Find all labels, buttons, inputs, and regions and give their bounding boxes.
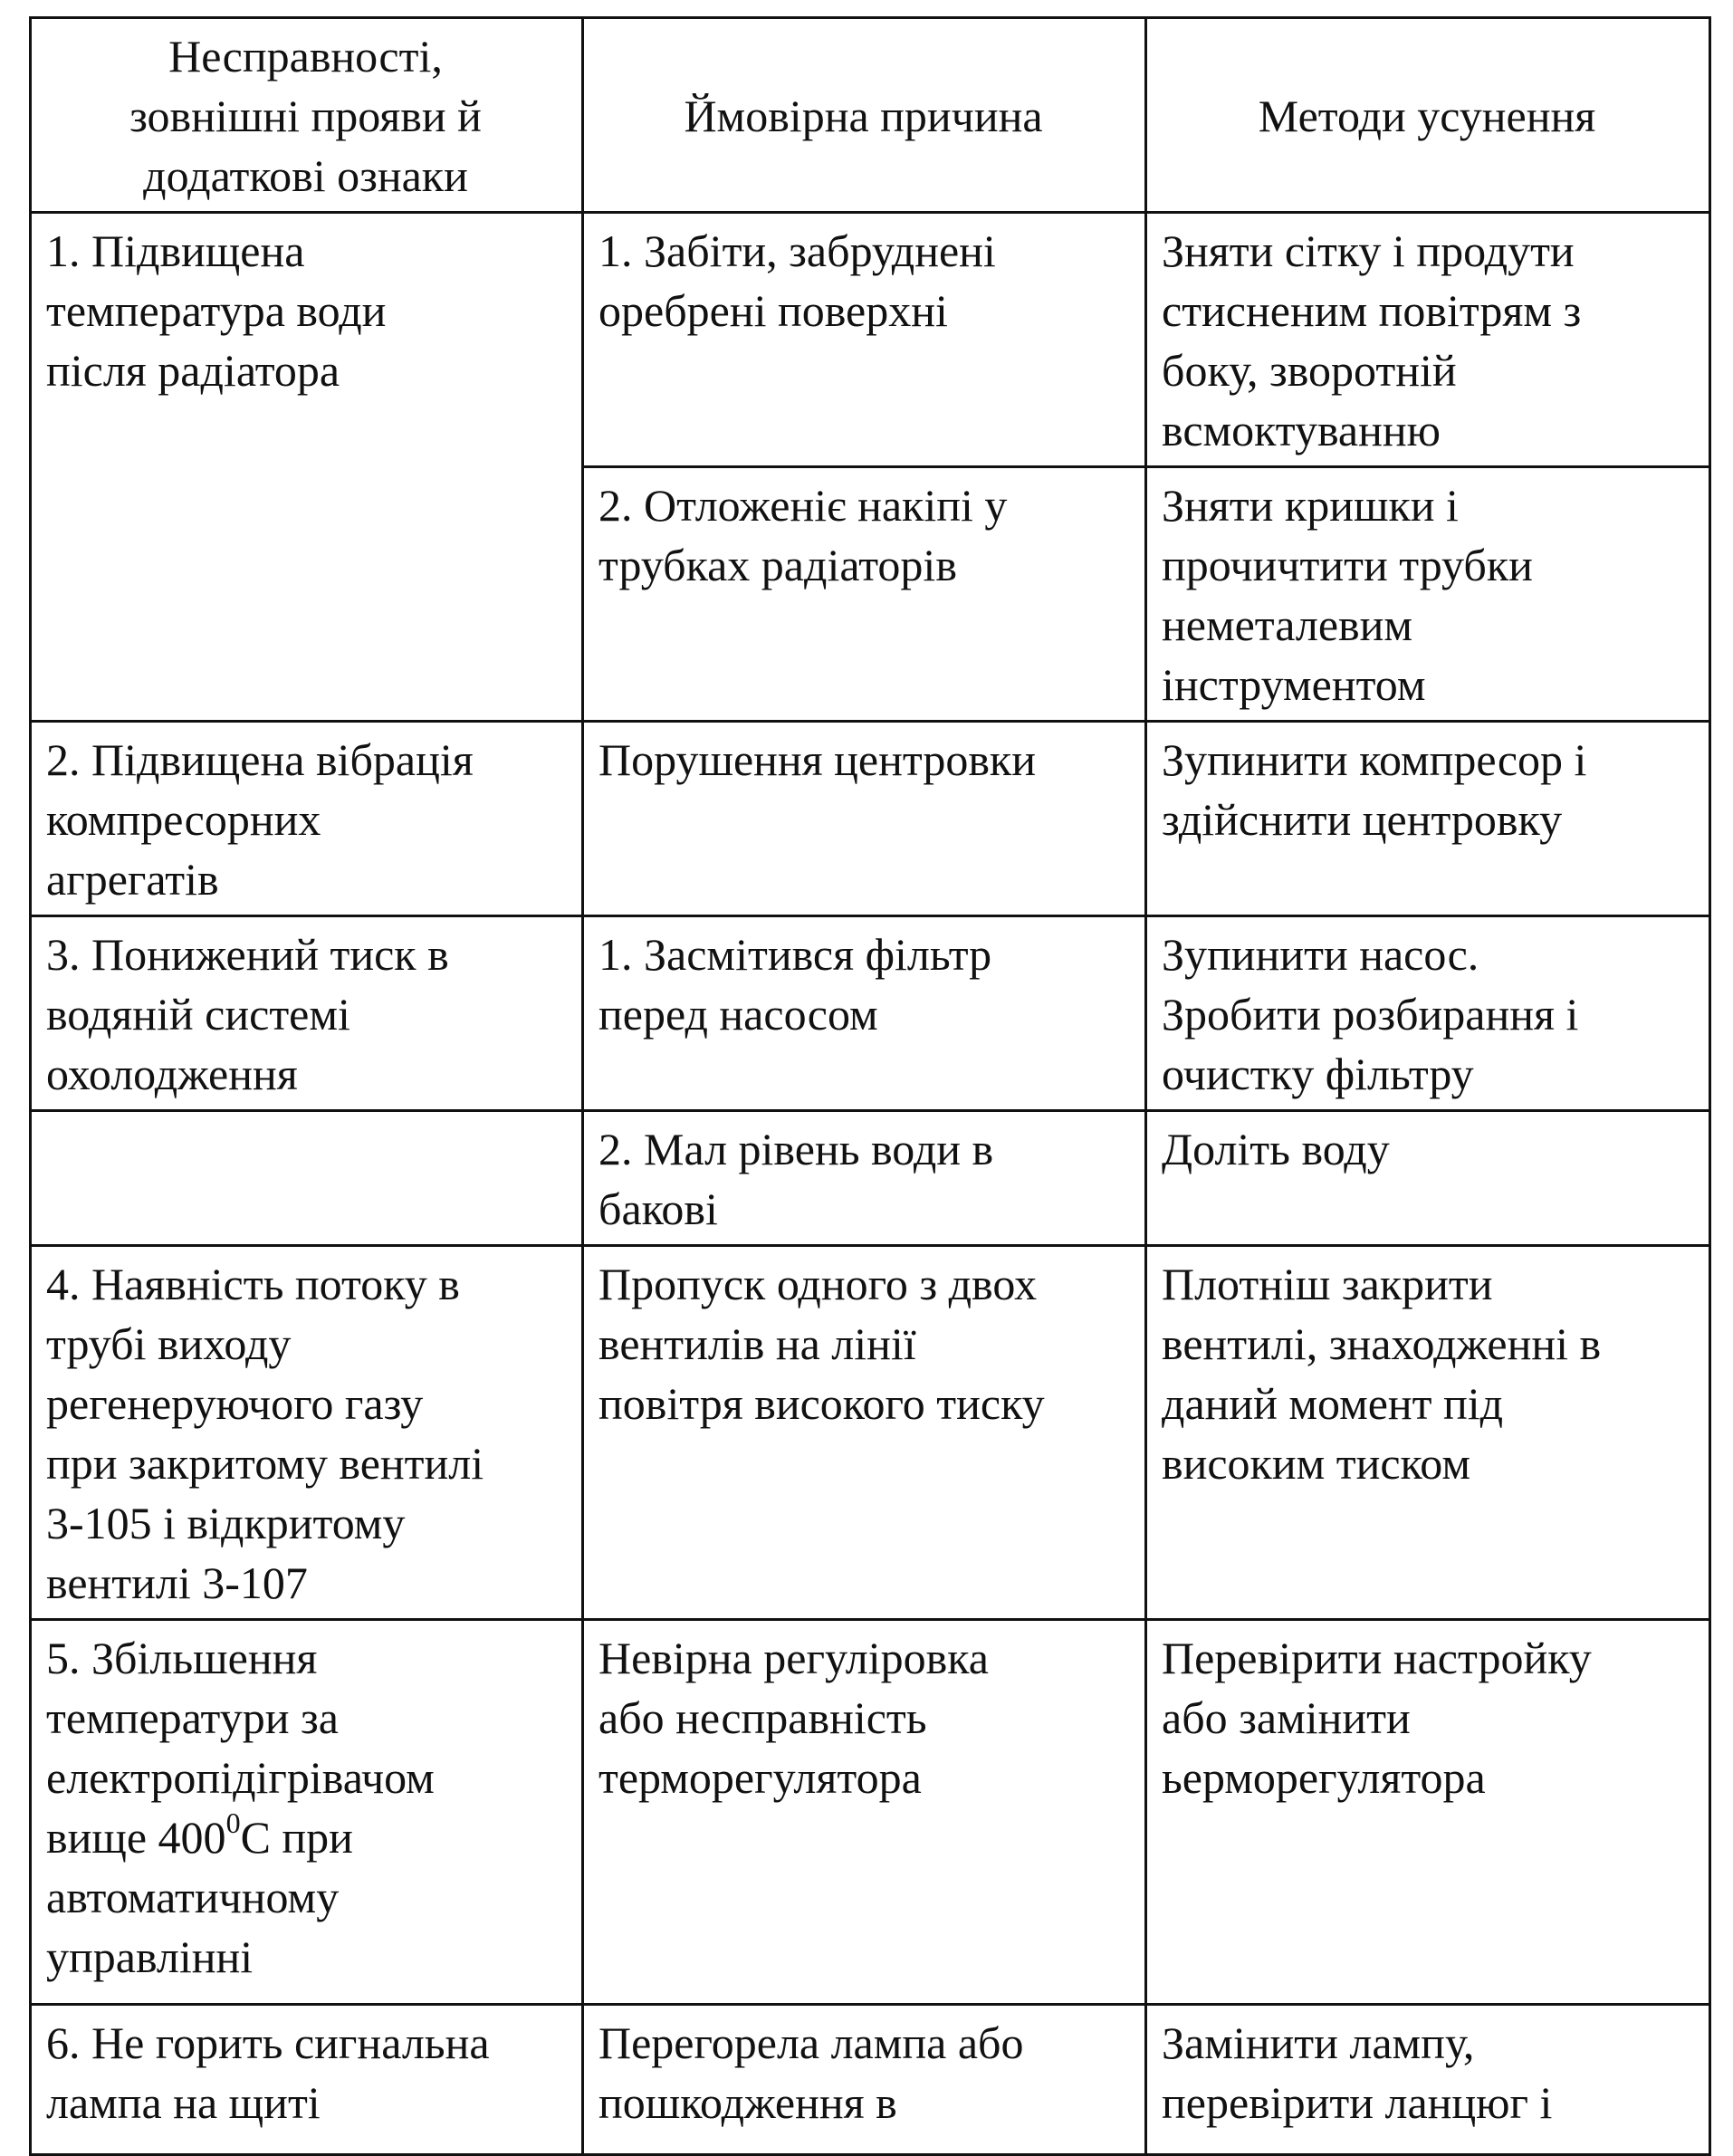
fault-cell [31,916,583,1111]
remedy-text: Зупинити компресор і здійснити центровку [1162,734,1587,845]
remedy-text: Замінити лампу, перевірити ланцюг і [1162,2017,1553,2128]
header-faults-text: Несправності, зовнішні прояви й додаткові ознаки [129,31,482,201]
fault-text-part1: 5. Збільшення температури за електропідігрівачом вище 400 [46,1633,435,1863]
remedy-cell [1146,1111,1710,1246]
fault-cell-empty [31,1111,583,1246]
remedy-text: Зняти сітку і продути стисненим повітрям з боку, зворотній всмоктуванню [1162,225,1582,455]
cause-cell [583,1620,1146,2005]
cause-cell [583,1246,1146,1620]
cause-cell [583,2005,1146,2155]
remedy-text: Доліть воду [1162,1124,1390,1174]
remedy-text: Зупинити насос. Зробити розбирання і очистку фільтру [1162,929,1579,1099]
header-cause [583,18,1146,213]
table-row [31,2005,1710,2155]
header-remedy [1146,18,1710,213]
header-remedy-text: Методи усунення [1258,91,1596,141]
remedy-cell [1146,213,1710,467]
table-row [31,1246,1710,1620]
cause-text: Порушення центровки [598,734,1036,785]
fault-text-part2: С при автоматичному управлінні [46,1812,353,1982]
remedy-text: Плотніш закрити вентилі, знаходженні в даний момент під високим тиском [1162,1259,1602,1489]
cause-text: 1. Забіти, забруднені оребрені поверхні [598,225,996,336]
fault-cell [31,1246,583,1620]
fault-cell [31,213,583,722]
fault-cell [31,1620,583,2005]
remedy-text: Зняти кришки і прочичтити трубки неметалевим інструментом [1162,480,1533,710]
remedy-text: Перевірити настройку або замінити ьерморегулятора [1162,1633,1592,1803]
degree-superscript: 0 [225,1806,241,1839]
cause-text: 2. Мал рівень води в бакові [598,1124,994,1234]
faults-table [29,16,1711,2156]
fault-text: 1. Підвищена температура води після радіатора [46,225,387,396]
cause-text: 2. Отложенiє накіпі у трубках радіаторів [598,480,1008,590]
cause-cell [583,916,1146,1111]
table-row [31,722,1710,916]
remedy-cell [1146,1246,1710,1620]
fault-cell [31,722,583,916]
header-faults [31,18,583,213]
remedy-cell [1146,722,1710,916]
table-row [31,916,1710,1111]
cause-text: Пропуск одного з двох вентилів на лінії повітря високого тиску [598,1259,1045,1429]
table-row [31,1620,1710,2005]
remedy-cell [1146,1620,1710,2005]
cause-cell [583,213,1146,467]
table-row [31,213,1710,467]
header-cause-text: Ймовірна причина [684,91,1043,141]
remedy-cell [1146,2005,1710,2155]
table-header-row [31,18,1710,213]
fault-cell [31,2005,583,2155]
fault-text: 4. Наявність потоку в трубі виходу регенеруючого газу при закритому вентилі 3-105 і відкритому вентилі 3-107 [46,1259,484,1608]
cause-text: Перегорела лампа або пошкодження в [598,2017,1024,2128]
fault-text: 3. Понижений тиск в водяній системі охолодження [46,929,449,1099]
cause-text: Невірна регуліровка або несправність терморегулятора [598,1633,989,1803]
cause-cell [583,722,1146,916]
fault-text: 6. Не горить сигнальна лампа на щиті [46,2017,490,2128]
table-row [31,1111,1710,1246]
remedy-cell [1146,467,1710,722]
remedy-cell [1146,916,1710,1111]
cause-cell [583,467,1146,722]
cause-cell [583,1111,1146,1246]
fault-text: 2. Підвищена вібрація компресорних агрегатів [46,734,474,905]
cause-text: 1. Засмітився фільтр перед насосом [598,929,992,1040]
